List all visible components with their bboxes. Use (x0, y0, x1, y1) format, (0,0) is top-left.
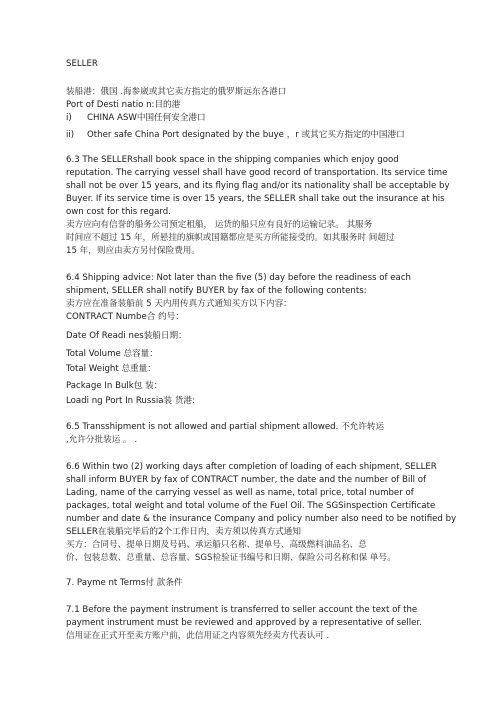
shipping-advice-field: Total Volume 总容量： (66, 349, 158, 359)
section-6-3-cn-line: 时间应不超过 15 年，所悬挂的旗帜或国籍都应是买方所能接受的。如其服务时 间超过 (66, 233, 395, 243)
shipping-advice-field: Loadi ng Port In Russia装 货港: (66, 396, 195, 406)
section-6-6-cn-line: 买方：合同号、提单日期及号码、承运船只名称、提单号、高级燃料油品名、总 (66, 540, 367, 550)
loading-port-line: 装船港：俄国 .海参崴或其它卖方指定的俄罗斯远东各港口 (66, 87, 287, 97)
section-6-6-en-line: number and date & the insurance Company and policy number also need to be notified by (66, 514, 457, 524)
section-6-3-en-line: Buyer. If its service time is over 15 years, the SELLER shall take out the insurance at his (66, 194, 445, 204)
seller-heading-block (66, 58, 471, 71)
section-7-1-en-line: payment instrument must be reviewed and approved by a representative of seller. (66, 618, 422, 628)
shipping-advice-field-volume (66, 348, 471, 361)
section-6-3-en-line: own cost for this regard. (66, 207, 171, 217)
shipping-advice-field: Date Of Readi nes装船日期： (66, 331, 187, 341)
section-6-6 (66, 461, 471, 565)
section-7-heading-block (66, 577, 471, 590)
section-6-6-en-line: packages, total weight and total volume of the Fuel Oil. The SGSinspection Certificate (66, 501, 436, 511)
section-6-5 (66, 421, 471, 447)
seller-heading: SELLER (66, 59, 98, 69)
port-item-ii-text: Other safe China Port designated by the buye ，r 或其它买方指定的中国港口 (87, 130, 405, 140)
section-6-3-en-line: 6.3 The SELLERshall book space in the shipping companies which enjoy good (66, 155, 399, 165)
section-6-4-en-line: 6.4 Shipping advice: Not later than the five (5) day before the readiness of each (66, 273, 411, 283)
port-item-ii-number: ii) (66, 130, 75, 140)
section-7-1 (66, 604, 471, 643)
shipping-advice-field: Package In Bulk包 装： (66, 381, 163, 391)
section-7-heading: 7. Payme nt Terms付 款条件 (66, 578, 183, 588)
shipping-advice-field-weight (66, 363, 471, 376)
section-6-3-en-line: reputation. The carrying vessel shall have good record of transportation. Its service time (66, 168, 448, 178)
section-7-1-cn-line: 信用证在正式开至卖方账户前，此信用证之内容须先经卖方代表认可 . (66, 631, 330, 641)
section-6-3-en-line: shall not be over 15 years, and its flying flag and/or its nationality shall be acceptable by (66, 181, 450, 191)
port-item-i-text: CHINA ASW中国任何安全港口 (87, 113, 206, 123)
section-6-3-cn-line: 15 年，则应由卖方另付保险费用。 (66, 246, 200, 256)
section-6-4-cn-line: 卖方应在准备装船前 5 天内用传真方式通知买方以下内容： (66, 299, 292, 309)
shipping-advice-field-date (66, 330, 471, 343)
port-section (66, 86, 471, 112)
port-item-i (66, 112, 471, 125)
shipping-advice-field: CONTRACT Numbe合 约号： (66, 312, 184, 322)
section-6-5-line: ,允许分批装运 。 . (66, 435, 138, 445)
destination-port-line: Port of Desti natio n:目的港 (66, 100, 181, 110)
section-7-1-en-line: 7.1 Before the payment instrument is transferred to seller account the text of the (66, 605, 418, 615)
section-6-6-en-line: shall inform BUYER by fax of CONTRACT number, the date and the number of Bill of (66, 475, 427, 485)
section-6-6-en-line: SELLER在装船完毕后的2个工作日内，卖方须以传真方式通知 (66, 527, 301, 537)
shipping-advice-field: Total Weight 总重量： (66, 364, 156, 374)
shipping-advice-field-package (66, 380, 471, 393)
port-item-ii (66, 129, 471, 142)
section-6-6-cn-line: 价、包装总数、总重量、总容量、SGS检验证书编号和日期、保险公司名称和保 单号。 (66, 553, 396, 563)
shipping-advice-field-port (66, 395, 471, 408)
port-item-i-number: i) (66, 113, 72, 123)
section-6-3 (66, 154, 471, 258)
section-6-4 (66, 272, 471, 324)
section-6-5-line: 6.5 Transshipment is not allowed and partial shipment allowed. 不允许转运 (66, 422, 385, 432)
section-6-6-en-line: 6.6 Within two (2) working days after completion of loading of each shipment, SELLER (66, 462, 437, 472)
section-6-6-en-line: Lading, name of the carrying vessel as well as name, total price, total number of (66, 488, 414, 498)
section-6-4-en-line: shipment, SELLER shall notify BUYER by fax of the following contents: (66, 286, 367, 296)
section-6-3-cn-line: 卖方应向有信誉的船务公司预定租船， 运货的船只应有良好的运输记录。 其服务 (66, 220, 373, 230)
